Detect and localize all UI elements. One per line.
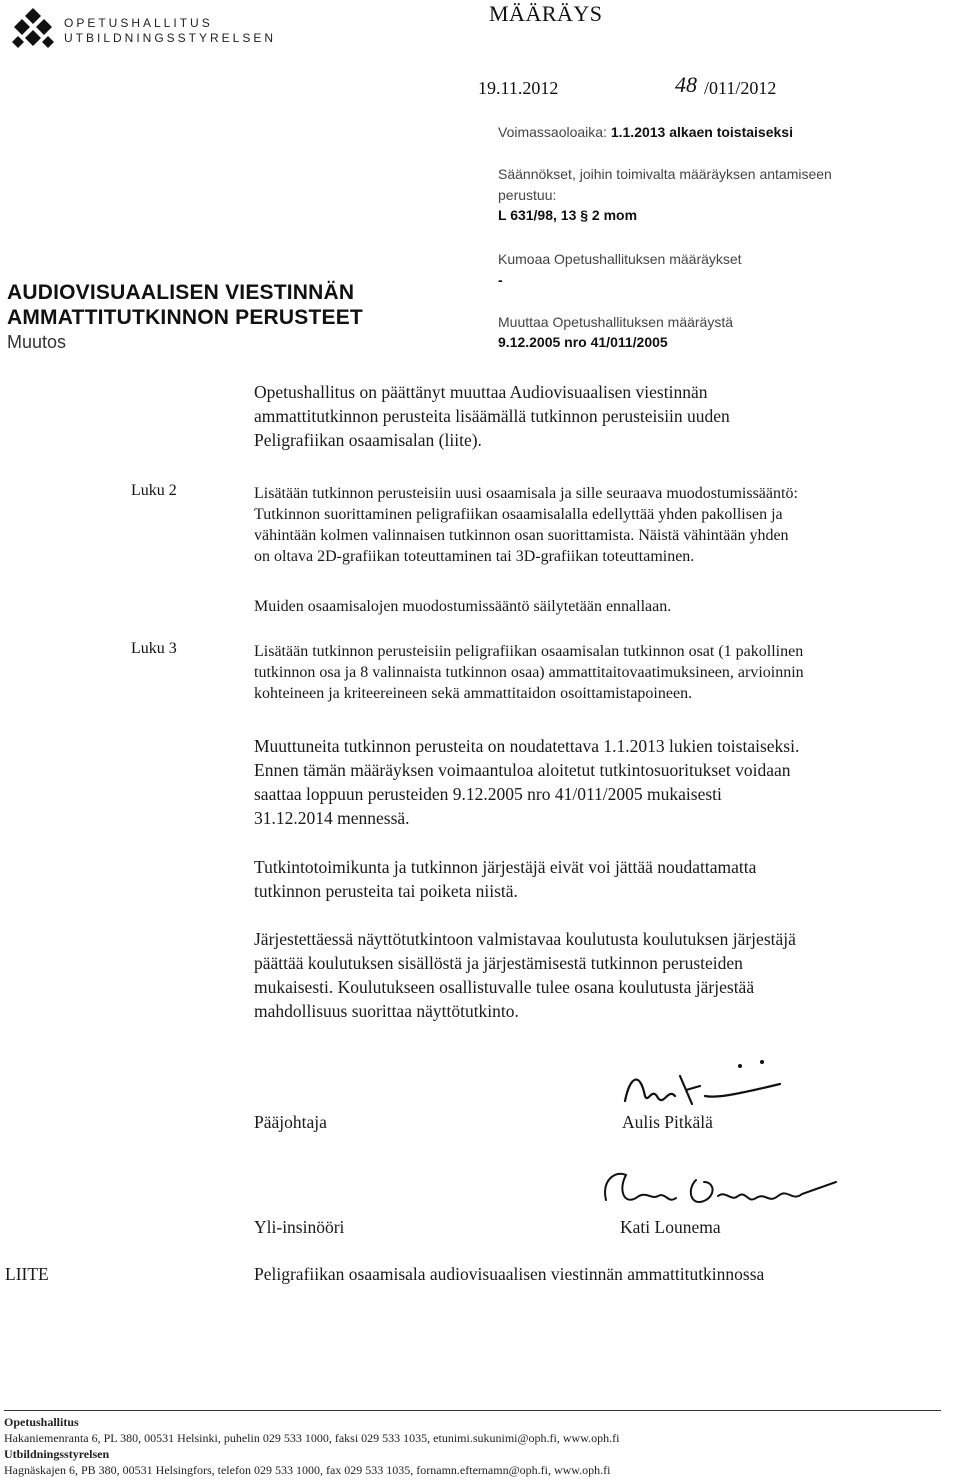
paragraph-line: Tutkintotoimikunta ja tutkinnon järjestäjä eivät voi jättää noudattamatta bbox=[254, 857, 757, 877]
footer-org-sv: Utbildningsstyrelsen bbox=[4, 1447, 110, 1461]
document-type: MÄÄRÄYS bbox=[489, 1, 603, 26]
signature-1-icon bbox=[620, 1056, 790, 1116]
validity-value: 1.1.2013 alkaen toistaiseksi bbox=[610, 124, 793, 140]
validity-label: Voimassaoloaika: bbox=[498, 124, 611, 140]
footer bbox=[4, 1414, 619, 1478]
validity-paragraph bbox=[254, 734, 799, 830]
repeals-label: Kumoaa Opetushallituksen määräykset bbox=[498, 251, 742, 267]
luku-2-text bbox=[254, 483, 798, 567]
training-paragraph bbox=[254, 927, 796, 1023]
intro-line: ammattitutkinnon perusteita lisäämällä tutkinnon perusteisiin uuden bbox=[254, 406, 730, 426]
document-title bbox=[7, 280, 363, 330]
footer-address-fi: Hakaniemenranta 6, PL 380, 00531 Helsinki, puhelin 029 533 1000, faksi 029 533 1035, etunimi.sukunimi@oph.fi, www.oph.fi bbox=[4, 1431, 620, 1445]
luku-3-line: tutkinnon osa ja 8 valinnaista tutkinnon osaa) ammattitaitovaatimuksineen, arvioinnin bbox=[254, 664, 804, 681]
luku-2-note: Muiden osaamisalojen muodostumissääntö säilytetään ennallaan. bbox=[254, 598, 672, 615]
opetushallitus-logo-icon bbox=[8, 6, 58, 56]
paragraph-line: mahdollisuus suorittaa näyttötutkinto. bbox=[254, 1001, 519, 1021]
role-2: Yli-insinööri bbox=[254, 1217, 345, 1237]
document-date: 19.11.2012 bbox=[478, 78, 559, 98]
name-2: Kati Lounema bbox=[620, 1217, 721, 1237]
luku-2-line: Lisätään tutkinnon perusteisiin uusi osaamisala ja sille seuraava muodostumissääntö: bbox=[254, 485, 798, 502]
intro-line: Peligrafiikan osaamisalan (liite). bbox=[254, 430, 482, 450]
basis-label-2: perustuu: bbox=[498, 187, 557, 203]
luku-3-label: Luku 3 bbox=[131, 640, 177, 657]
paragraph-line: Muuttuneita tutkinnon perusteita on noudatettava 1.1.2013 lukien toistaiseksi. bbox=[254, 736, 800, 756]
compliance-paragraph bbox=[254, 855, 756, 903]
basis-value: L 631/98, 13 § 2 mom bbox=[498, 207, 638, 223]
name-1: Aulis Pitkälä bbox=[622, 1112, 713, 1132]
paragraph-line: päättää koulutuksen sisällöstä ja järjestämisestä tutkinnon perusteiden bbox=[254, 953, 743, 973]
intro-line: Opetushallitus on päättänyt muuttaa Audiovisuaalisen viestinnän bbox=[254, 382, 708, 402]
validity bbox=[498, 124, 793, 140]
luku-2-line: on oltava 2D-grafiikan toteuttaminen tai 3D-grafiikan toteuttaminen. bbox=[254, 548, 695, 565]
signature-2-icon bbox=[596, 1160, 846, 1220]
footer-org-fi: Opetushallitus bbox=[4, 1415, 79, 1429]
org-name-sv: UTBILDNINGSSTYRELSEN bbox=[64, 31, 277, 45]
footer-divider bbox=[4, 1410, 941, 1411]
footer-address-sv: Hagnäskajen 6, PB 380, 00531 Helsingfors, telefon 029 533 1000, fax 029 533 1035, fornamn.efternamn@oph.fi, www.oph.fi bbox=[4, 1463, 611, 1477]
title-line-1: AUDIOVISUAALISEN VIESTINNÄN bbox=[7, 281, 355, 304]
paragraph-line: Järjestettäessä näyttötutkintoon valmistavaa koulutusta koulutuksen järjestäjä bbox=[254, 929, 796, 949]
paragraph-line: tutkinnon perusteita tai poiketa niistä. bbox=[254, 881, 518, 901]
luku-2-line: vähintään kolmen valinnaisen tutkinnon osan suorittamista. Näistä vähintään yhden bbox=[254, 527, 789, 544]
role-1: Pääjohtaja bbox=[254, 1112, 327, 1132]
luku-3-text bbox=[254, 641, 804, 704]
luku-3-line: kohteineen ja kriteereineen sekä ammattitaidon osoittamistapoineen. bbox=[254, 685, 693, 702]
luku-2-line: Tutkinnon suorittaminen peligrafiikan osaamisalalla edellyttää yhden pakollisen ja bbox=[254, 506, 783, 523]
basis-label-1: Säännökset, joihin toimivalta määräyksen antamiseen bbox=[498, 166, 832, 182]
attachment-label: LIITE bbox=[5, 1264, 49, 1284]
document-ref: /011/2012 bbox=[704, 78, 777, 98]
luku-2-label: Luku 2 bbox=[131, 482, 177, 499]
amends-value: 9.12.2005 nro 41/011/2005 bbox=[498, 334, 668, 350]
paragraph-line: Ennen tämän määräyksen voimaantuloa aloitetut tutkintosuoritukset voidaan bbox=[254, 760, 791, 780]
luku-3-line: Lisätään tutkinnon perusteisiin peligrafiikan osaamisalan tutkinnon osat (1 pakollinen bbox=[254, 643, 804, 660]
paragraph-line: mukaisesti. Koulutukseen osallistuvalle tulee osana koulutusta järjestää bbox=[254, 977, 755, 997]
paragraph-line: saattaa loppuun perusteiden 9.12.2005 nro 41/011/2005 mukaisesti bbox=[254, 784, 722, 804]
handwritten-ref-number: 48 bbox=[675, 72, 697, 97]
attachment-text: Peligrafiikan osaamisala audiovisuaalisen viestinnän ammattitutkinnossa bbox=[254, 1264, 765, 1284]
org-name bbox=[64, 16, 276, 46]
amends-label: Muuttaa Opetushallituksen määräystä bbox=[498, 314, 734, 330]
title-line-2: AMMATTITUTKINNON PERUSTEET bbox=[7, 306, 363, 329]
repeals-value: - bbox=[498, 272, 503, 288]
intro-paragraph bbox=[254, 380, 730, 452]
paragraph-line: 31.12.2014 mennessä. bbox=[254, 808, 410, 828]
document-subtitle: Muutos bbox=[7, 332, 67, 352]
org-name-fi: OPETUSHALLITUS bbox=[64, 16, 213, 30]
